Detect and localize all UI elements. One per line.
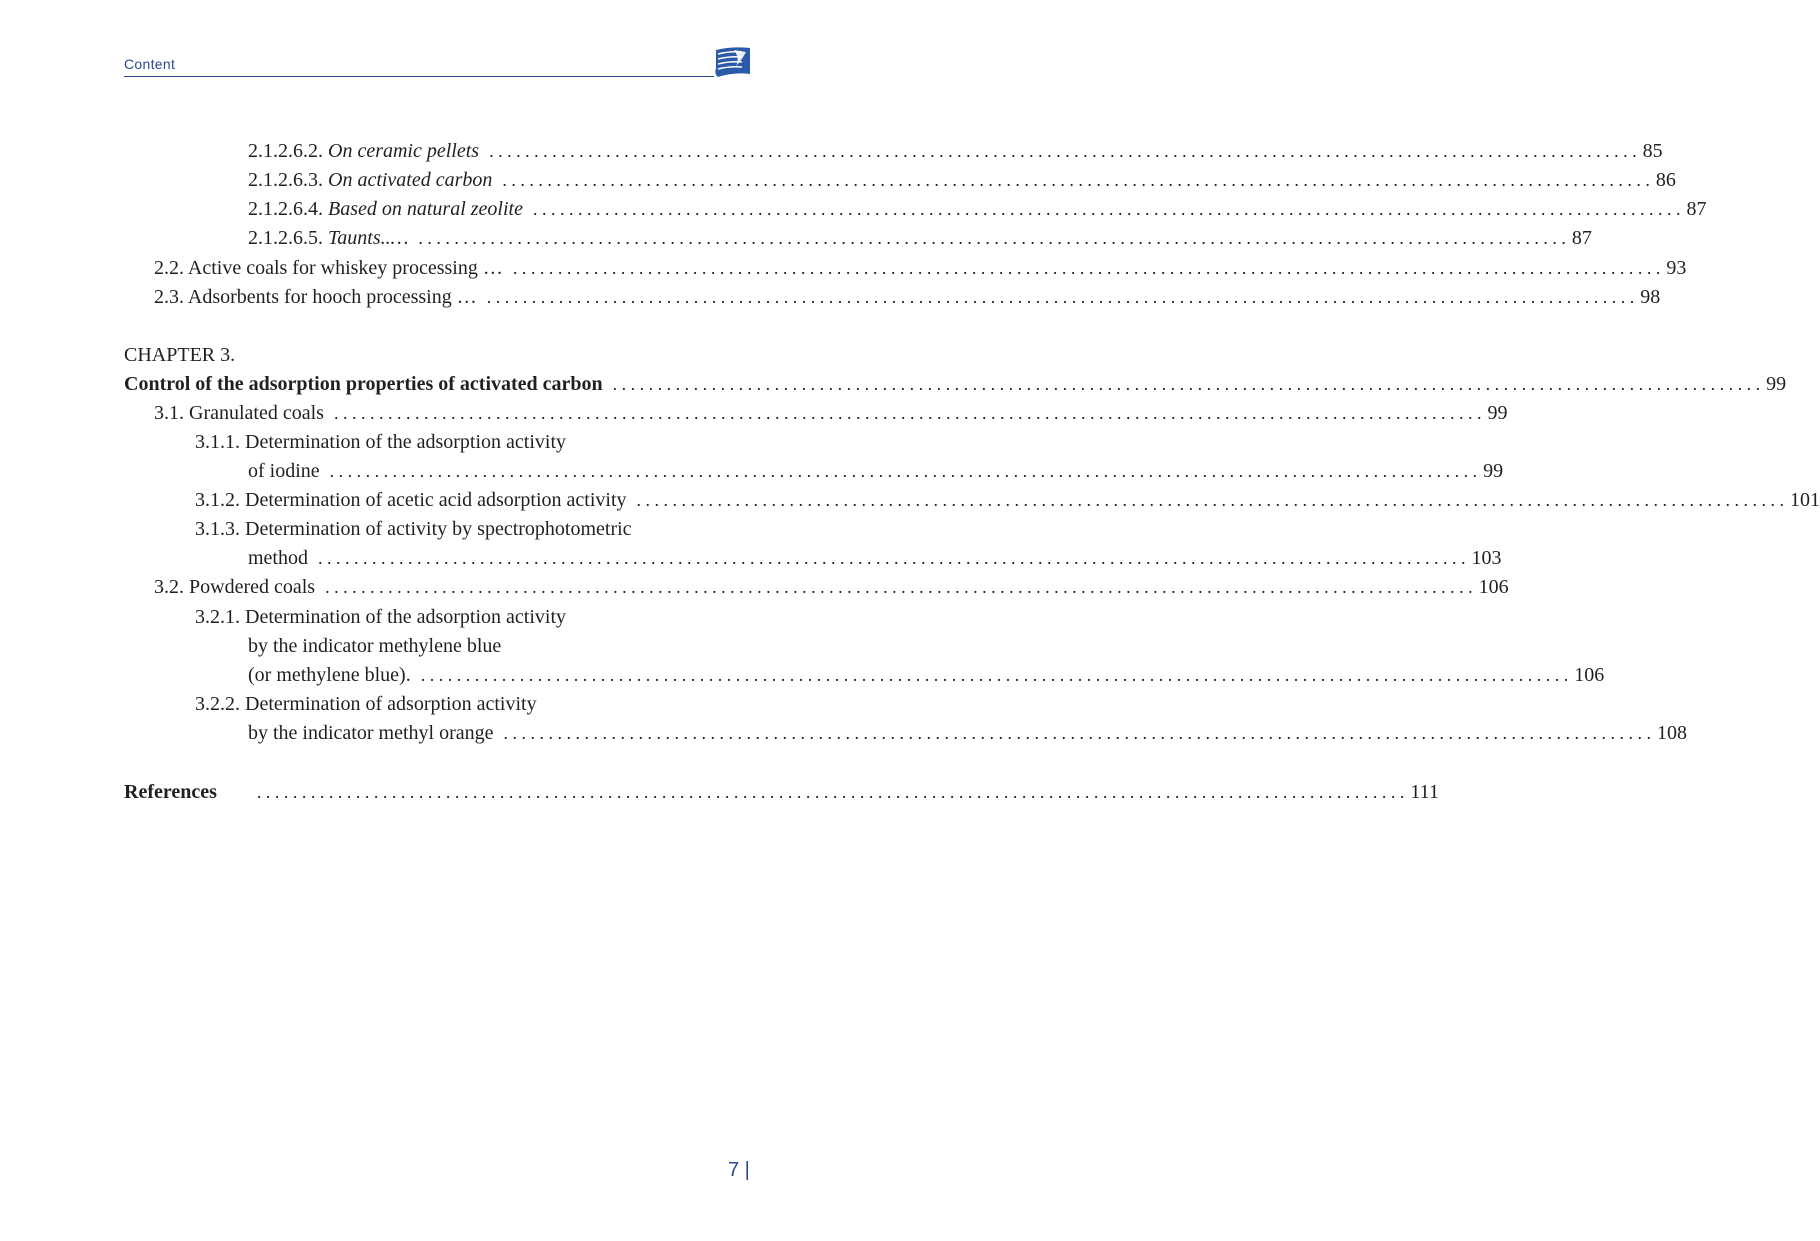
dot-leader	[637, 486, 1785, 515]
entry-number: 3.1.2.	[195, 489, 240, 511]
entry-title-cont: method	[248, 547, 308, 569]
entry-page: 85	[1642, 140, 1663, 162]
dot-leader	[533, 195, 1681, 224]
book-logo-icon	[712, 46, 752, 78]
dot-leader	[489, 137, 1637, 166]
entry-page: 87	[1686, 198, 1707, 220]
dot-leader	[502, 166, 1650, 195]
toc-entry-references[interactable]	[0, 778, 1439, 807]
entry-title: 2.2. Active coals for whiskey processing …	[154, 257, 503, 279]
entry-page: 93	[1666, 257, 1687, 279]
toc-entry[interactable]	[0, 661, 1605, 690]
entry-number: 2.1.2.6.3.	[248, 169, 323, 191]
entry-page: 86	[1655, 169, 1676, 191]
toc-entry[interactable]	[0, 283, 1661, 312]
dot-leader	[513, 254, 1661, 283]
page-number: 7 |	[728, 1159, 750, 1181]
entry-number: 3.1.1.	[195, 431, 240, 453]
dot-leader	[330, 457, 1478, 486]
dot-leader	[334, 399, 1482, 428]
entry-page: 106	[1478, 576, 1509, 598]
dot-leader	[503, 719, 1651, 748]
entry-page: 111	[1410, 781, 1439, 803]
dot-leader	[418, 224, 1566, 253]
entry-page: 98	[1640, 286, 1661, 308]
toc-entry[interactable]	[0, 195, 1707, 224]
entry-page: 108	[1656, 722, 1687, 744]
toc-entry[interactable]	[0, 166, 1676, 195]
toc-entry-line	[195, 428, 566, 457]
toc-entry[interactable]	[0, 137, 1663, 166]
toc-entry-line	[195, 515, 632, 544]
entry-title: On ceramic pellets	[328, 140, 480, 162]
entry-number: 2.1.2.6.4.	[248, 198, 323, 220]
entry-title: Determination of activity by spectrophotometric	[245, 518, 632, 540]
entry-title: 3.2. Powdered coals	[154, 576, 316, 598]
entry-title: 3.1. Granulated coals	[154, 402, 324, 424]
entry-page: 103	[1471, 547, 1502, 569]
toc-entry-line: 3.2.1. Determination of the adsorption activity	[195, 606, 567, 628]
entry-title: Determination of acetic acid adsorption activity	[245, 489, 627, 511]
entry-page: 87	[1571, 227, 1592, 249]
entry-title: 2.3. Adsorbents for hooch processing …	[154, 286, 477, 308]
toc-entry[interactable]	[0, 457, 1504, 486]
toc-entry[interactable]	[0, 399, 1508, 428]
entry-number: 3.1.3.	[195, 518, 240, 540]
dot-leader	[421, 661, 1569, 690]
dot-leader	[257, 778, 1405, 807]
entry-page: 106	[1574, 664, 1605, 686]
entry-title: Taunts..…	[328, 227, 409, 249]
dot-leader	[318, 544, 1466, 573]
entry-number: 2.1.2.6.5.	[248, 227, 323, 249]
toc-entry-line: 3.2.2. Determination of adsorption activity	[195, 693, 537, 715]
toc-entry[interactable]	[0, 486, 1820, 515]
entry-page: 101	[1790, 489, 1820, 511]
toc-entry[interactable]	[0, 573, 1509, 602]
entry-page: 99	[1483, 460, 1504, 482]
entry-page: 99	[1487, 402, 1508, 424]
entry-title-cont: by the indicator methyl orange	[248, 722, 494, 744]
toc-entry[interactable]	[0, 254, 1687, 283]
entry-title-cont: (or methylene blue).	[248, 664, 411, 686]
chapter-heading: CHAPTER 3.	[124, 344, 236, 366]
dot-leader	[487, 283, 1635, 312]
entry-title: Based on natural zeolite	[328, 198, 523, 220]
header-divider	[124, 76, 714, 77]
entry-number: 2.1.2.6.2.	[248, 140, 323, 162]
dot-leader	[613, 370, 1761, 399]
header-title: Content	[124, 56, 176, 72]
entry-page: 99	[1766, 373, 1787, 395]
entry-title-cont: of iodine	[248, 460, 320, 482]
entry-title: References	[124, 781, 217, 803]
dot-leader	[325, 573, 1473, 602]
toc-entry[interactable]	[0, 224, 1592, 253]
entry-title: Control of the adsorption properties of activated carbon	[124, 373, 603, 395]
toc-entry[interactable]	[0, 370, 1787, 399]
toc-entry-line: by the indicator methylene blue	[248, 635, 502, 657]
toc-entry[interactable]	[0, 544, 1502, 573]
entry-title: Determination of the adsorption activity	[245, 431, 567, 453]
toc-entry[interactable]	[0, 719, 1687, 748]
entry-title: On activated carbon	[328, 169, 493, 191]
